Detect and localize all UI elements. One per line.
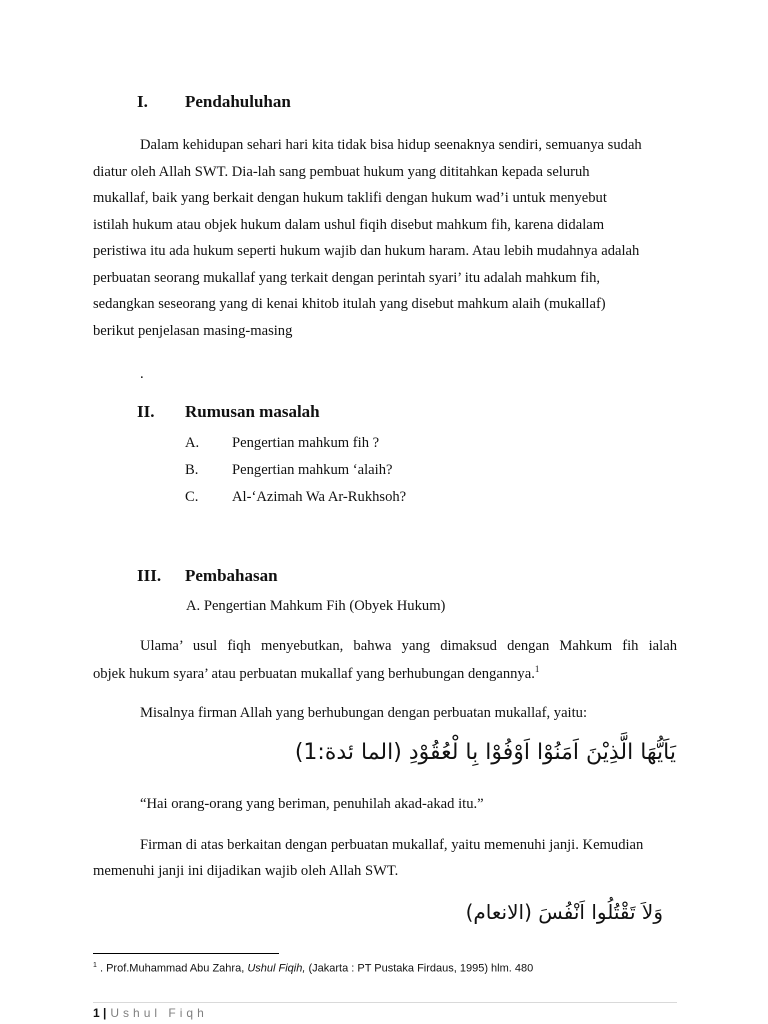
paragraph-line: istilah hukum atau objek hukum dalam ushul fiqih disebut mahkum fih, karena didalam — [93, 217, 605, 233]
list-item-letter: C. — [185, 489, 199, 505]
footnote-separator — [93, 953, 279, 954]
arabic-verse-maidah: يَاَيُّهَا الَّذِيْنَ اَمَنُوْا اَوْفُوْا بِا لْعُقُوْدِ (الما ئدة:1) — [294, 740, 676, 765]
running-title: Ushul Fiqh — [110, 1006, 208, 1020]
paragraph-line — [93, 664, 539, 683]
footnote-reference: 1 — [534, 664, 540, 674]
paragraph-line: berikut penjelasan masing-masing — [93, 323, 293, 339]
arabic-verse-anam: وَلاَ تَقْتُلُوا اَنْفُسَ (الانعام) — [465, 900, 663, 924]
footer-separator: | — [103, 1006, 107, 1020]
page-footer — [93, 1006, 208, 1020]
paragraph-line-text: objek hukum syara’ atau perbuatan mukallaf yang berhubungan dengannya. — [93, 665, 535, 682]
translation: “Hai orang-orang yang beriman, penuhilah akad-akad itu.” — [140, 796, 484, 812]
footnote — [93, 962, 533, 975]
paragraph-line: peristiwa itu ada hukum seperti hukum wajib dan hukum haram. Atau lebih mudahnya adalah — [93, 243, 640, 259]
stray-dot: . — [140, 366, 144, 382]
paragraph-line: Misalnya firman Allah yang berhubungan dengan perbuatan mukallaf, yaitu: — [140, 705, 588, 721]
section-2-title: Rumusan masalah — [185, 402, 320, 421]
list-item-letter: A. — [185, 435, 200, 451]
list-item: Pengertian mahkum fih ? — [232, 435, 380, 451]
section-1-title: Pendahuluhan — [185, 92, 291, 111]
footnote-book-title: Ushul Fiqih, — [247, 962, 306, 975]
paragraph-line: Firman di atas berkaitan dengan perbuatan mukallaf, yaitu memenuhi janji. Kemudian — [140, 837, 644, 853]
section-2-number: II. — [137, 402, 155, 421]
paragraph-line: memenuhi janji ini dijadikan wajib oleh Allah SWT. — [93, 863, 399, 879]
list-item: Al-‘Azimah Wa Ar-Rukhsoh? — [232, 489, 407, 505]
section-3-number: III. — [137, 566, 162, 585]
paragraph-line: diatur oleh Allah SWT. Dia-lah sang pembuat hukum yang dititahkan kepada seluruh — [93, 164, 590, 180]
paragraph-line: Dalam kehidupan sehari hari kita tidak bisa hidup seenaknya sendiri, semuanya sudah — [140, 137, 642, 153]
section-1-number: I. — [137, 92, 148, 111]
paragraph-line: sedangkan seseorang yang di kenai khitob itulah yang disebut mahkum alaih (mukallaf) — [93, 296, 606, 312]
footnote-prefix: . Prof.Muhammad Abu Zahra, — [96, 962, 248, 975]
subheading: A. Pengertian Mahkum Fih (Obyek Hukum) — [186, 598, 446, 614]
page-number: 1 — [93, 1006, 100, 1020]
footer-rule — [93, 1002, 677, 1003]
paragraph-line: perbuatan seorang mukallaf yang terkait dengan perintah syari’ itu adalah mahkum fih, — [93, 270, 601, 286]
paragraph-line: Ulama’ usul fiqh menyebutkan, bahwa yang dimaksud dengan Mahkum fih ialah — [140, 638, 677, 654]
footnote-suffix: (Jakarta : PT Pustaka Firdaus, 1995) hlm. 480 — [305, 962, 534, 975]
list-item: Pengertian mahkum ‘alaih? — [232, 462, 393, 478]
paragraph-line: mukallaf, baik yang berkait dengan hukum taklifi dengan hukum wad’i untuk menyebut — [93, 190, 607, 206]
footnote-marker: 1 — [93, 962, 97, 969]
list-item-letter: B. — [185, 462, 199, 478]
section-3-title: Pembahasan — [185, 566, 278, 585]
